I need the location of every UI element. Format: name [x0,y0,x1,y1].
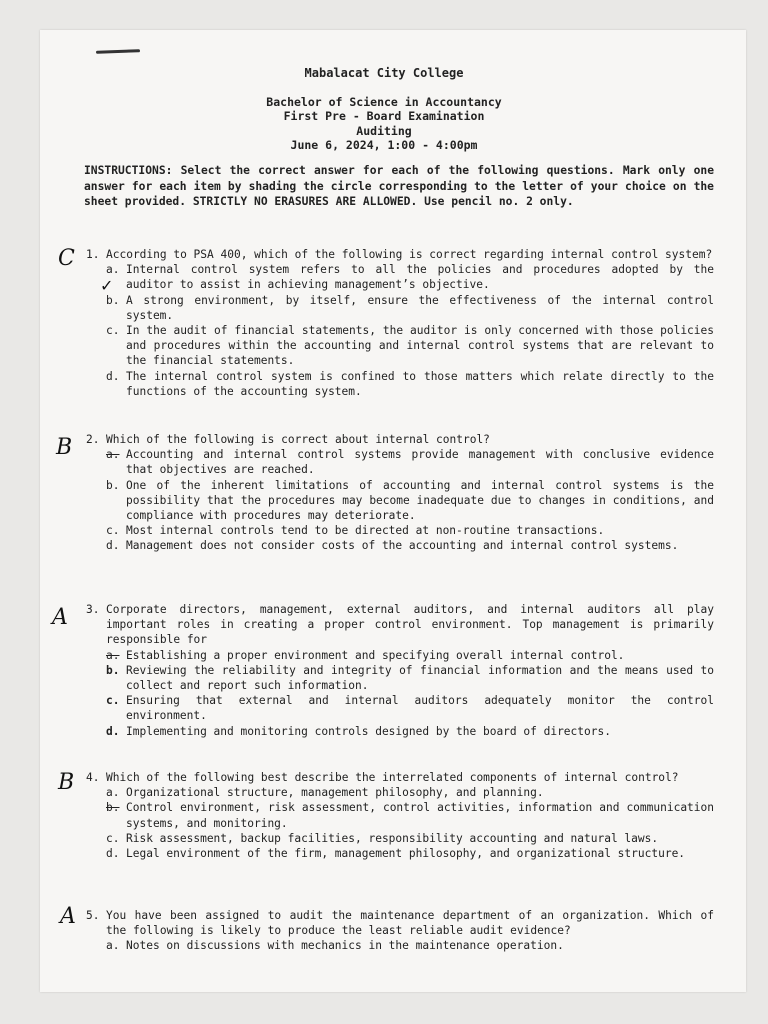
question-5 [86,908,714,954]
choice-letter: c. [106,324,120,338]
question-number: 3. [86,603,100,616]
choice-letter: d. [106,847,120,861]
question-text: You have been assigned to audit the maintenance department of an organization. Which of the following is likely to produce the least reliable audit evidence? [106,909,714,938]
choice-letter: c. [106,831,120,845]
handwritten-answer-1: C [58,246,75,271]
choice-text: Reviewing the reliability and integrity of financial information and the means used to collect and report such information. [126,663,714,693]
question-number: 5. [86,909,100,922]
question-2 [86,432,714,554]
college-name: Mabalacat City College [304,66,464,80]
subject-name: Auditing [356,123,412,138]
question-number: 4. [86,771,100,784]
handwritten-answer-5: A [60,904,76,929]
choice-letter: a. [106,648,120,662]
question-number: 1. [86,248,100,261]
question-text: According to PSA 400, which of the following is correct regarding internal control system? [106,248,713,261]
choice-letter: c. [106,524,120,538]
check-mark-icon: ✓ [100,276,114,295]
choice-letter: a. [106,939,120,953]
choice-letter: d. [106,369,120,383]
exam-date: June 6, 2024, 1:00 - 4:00pm [290,138,478,153]
choice-letter: b. [106,293,120,307]
handwritten-answer-2: B [56,435,73,460]
choice-letter: b. [106,663,120,677]
choice-text: Internal control system refers to all the policies and procedures adopted by the auditor to assist in achieving management’s objective. [126,263,714,292]
choice-text: Accounting and internal control systems provide management with conclusive evidence that objectives are reached. [126,448,714,477]
instructions: INSTRUCTIONS: Select the correct answer for each of the following questions. Mark only one answer for each item by shading the circle corresponding to the letter of your choice on the sheet provided. STRICTLY NO ERASURES ARE ALLOWED. Use pencil no. 2 only. [84,164,714,208]
exam-header [0,66,768,153]
choice-letter: d. [106,724,120,738]
question-3 [86,602,714,739]
choice-text: Legal environment of the firm, management philosophy, and organizational structure. [126,847,686,861]
choice-letter: a. [106,263,120,277]
handwritten-answer-3: A [52,605,68,630]
handwritten-answer-4: B [58,770,75,795]
question-4 [86,770,714,861]
choice-letter: c. [106,694,120,708]
choice-text: Control environment, risk assessment, control activities, information and communication systems, and monitoring. [126,801,714,830]
choice-text: Ensuring that external and internal auditors adequately monitor the control environment. [126,694,714,723]
choice-letter: a. [106,786,120,800]
choice-text: A strong environment, by itself, ensure the effectiveness of the internal control system. [126,293,714,322]
question-text: Corporate directors, management, external auditors, and internal auditors all play important roles in creating a proper control environment. Top management is primarily responsible for [106,603,714,647]
choice-text: Organizational structure, management philosophy, and planning. [126,786,544,800]
choice-letter: b. [106,801,120,815]
question-text: Which of the following best describe the interrelated components of internal control? [106,771,679,784]
choice-letter: b. [106,478,120,492]
choice-text: Establishing a proper environment and specifying overall internal control. [126,648,625,662]
choice-text: Most internal controls tend to be directed at non-routine transactions. [126,524,605,538]
choice-text: Risk assessment, backup facilities, responsibility accounting and natural laws. [126,831,659,845]
question-number: 2. [86,433,100,446]
choice-text: Implementing and monitoring controls designed by the board of directors. [126,724,611,738]
question-text: Which of the following is correct about internal control? [106,433,490,446]
exam-name: First Pre - Board Examination [283,109,485,124]
choice-text: Management does not consider costs of the accounting and internal control systems. [126,539,679,553]
choice-text: The internal control system is confined to those matters which relate directly to the functions of the accounting system. [126,369,714,398]
choice-text: In the audit of financial statements, the auditor is only concerned with those policies and procedures within the accounting and internal control systems that are relevant to the financial statements. [126,324,714,368]
program-name: Bachelor of Science in Accountancy [266,94,502,109]
choice-text: Notes on discussions with mechanics in the maintenance operation. [126,939,564,953]
choice-letter: a. [106,448,120,462]
question-1 [86,247,714,399]
choice-text: One of the inherent limitations of accounting and internal control systems is the possibility that the procedures may become inadequate due to changes in conditions, and compliance with procedures may deteriorate. [126,478,714,523]
choice-letter: d. [106,539,120,553]
